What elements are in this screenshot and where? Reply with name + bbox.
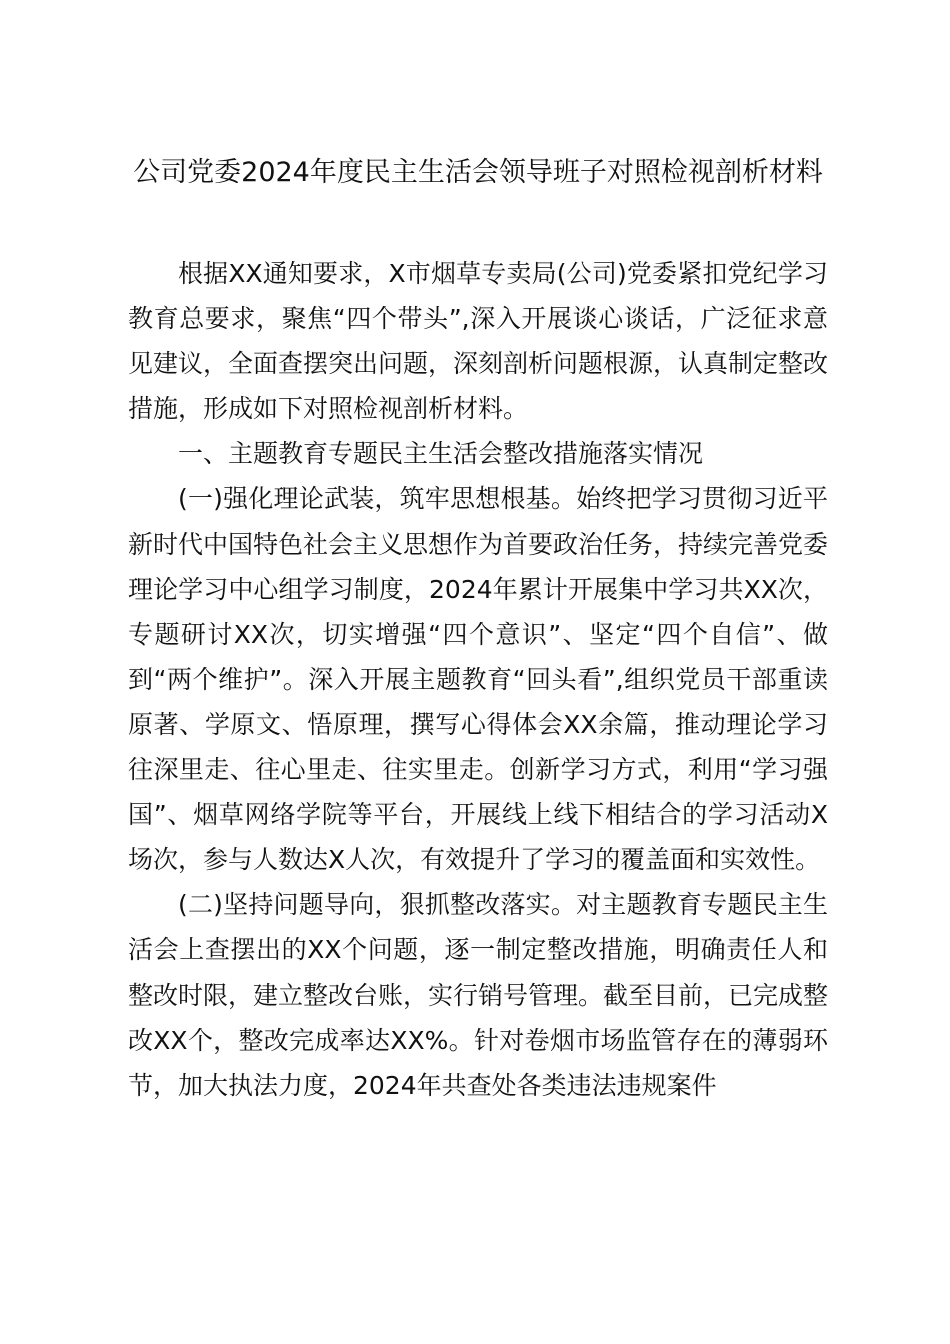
subsection-paragraph-2: (二)坚持问题导向，狠抓整改落实。对主题教育专题民主生活会上查摆出的XX个问题，逐一制定整改措施，明确责任人和整改时限，建立整改台账，实行销号管理。截至目前，已完成整改XX个，整改完成率达XX%。针对卷烟市场监管存在的薄弱环节，加大执法力度，2024年共查处各类违法违规案件	[128, 890, 829, 1100]
document-title: 公司党委2024年度民主生活会领导班子对照检视剖析材料	[133, 157, 823, 188]
section-heading-1: 一、主题教育专题民主生活会整改措施落实情况	[178, 439, 704, 469]
intro-paragraph: 根据XX通知要求，X市烟草专卖局(公司)党委紧扣党纪学习教育总要求，聚焦“四个带头”,深入开展谈心谈话，广泛征求意见建议，全面查摆突出问题，深刻剖析问题根源，认真制定整改措施，形成如下对照检视剖析材料。	[128, 259, 829, 424]
document-body	[128, 251, 828, 1108]
subsection-paragraph-1: (一)强化理论武装，筑牢思想根基。始终把学习贯彻习近平新时代中国特色社会主义思想作为首要政治任务，持续完善党委理论学习中心组学习制度，2024年累计开展集中学习共XX次，专题研讨XX次，切实增强“四个意识”、坚定“四个自信”、做到“两个维护”。深入开展主题教育“回头看”,组织党员干部重读原著、学原文、悟原理，撰写心得体会XX余篇，推动理论学习往深里走、往心里走、往实里走。创新学习方式，利用“学习强国”、烟草网络学院等平台，开展线上线下相结合的学习活动X场次，参与人数达X人次，有效提升了学习的覆盖面和实效性。	[128, 484, 829, 875]
